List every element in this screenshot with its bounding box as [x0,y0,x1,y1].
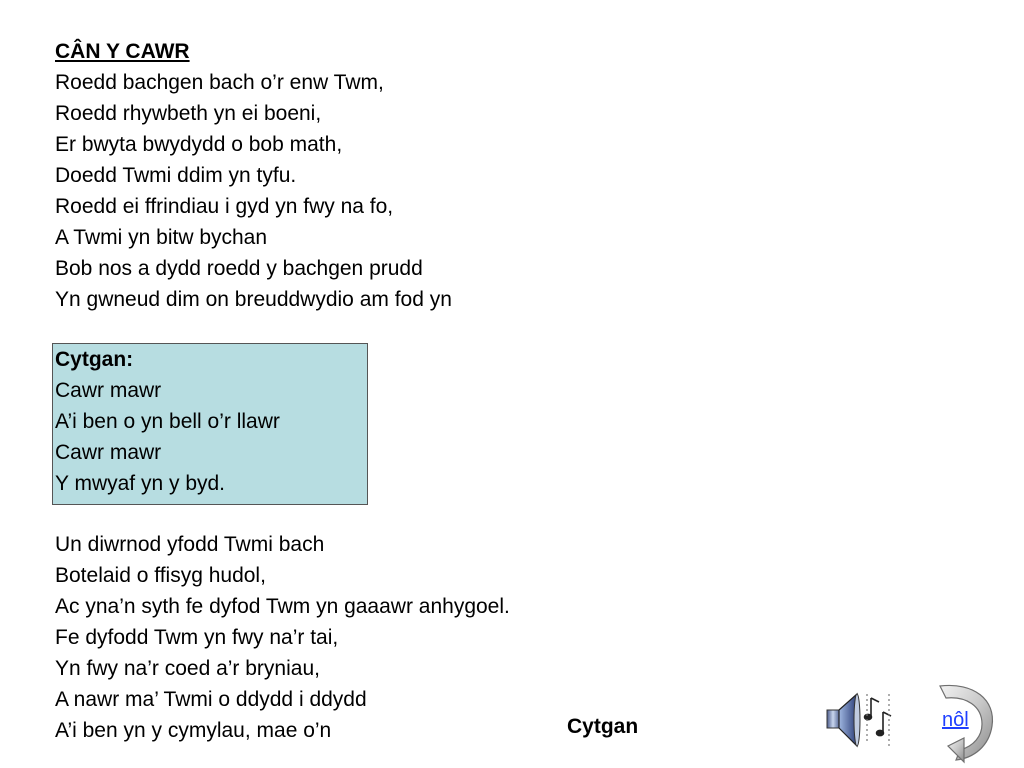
verse-2-line: Un diwrnod yfodd Twmi bach [55,533,325,556]
chorus-line: Y mwyaf yn y byd. [55,472,226,495]
chorus-line: Cawr mawr [55,379,162,402]
verse-2-line: A nawr ma’ Twmi o ddydd i ddydd [55,688,367,711]
song-title: CÂN Y CAWR [55,40,190,63]
verse-2-line: Botelaid o ffisyg hudol, [55,564,266,587]
verse-2-line: A’i ben yn y cymylau, mae o’n [55,719,332,742]
chorus-heading: Cytgan: [55,348,134,371]
verse-2-line: Ac yna’n syth fe dyfod Twm yn gaaawr anhygoel. [55,595,510,618]
audio-play-button[interactable] [823,690,895,750]
verse-1-line: A Twmi yn bitw bychan [55,226,268,249]
chorus-line: A’i ben o yn bell o’r llawr [55,410,280,433]
verse-1-line: Roedd ei ffrindiau i gyd yn fwy na fo, [55,195,394,218]
verse-1-line: Yn gwneud dim on breuddwydio am fod yn [55,288,452,311]
back-label[interactable]: nôl [942,709,969,731]
chorus-line: Cawr mawr [55,441,162,464]
verse-1-line: Bob nos a dydd roedd y bachgen prudd [55,257,423,280]
speaker-music-icon [823,690,895,750]
verse-2-line: Fe dyfodd Twm yn fwy na’r tai, [55,626,339,649]
verse-1-line: Roedd rhywbeth yn ei boeni, [55,102,322,125]
verse-1-line: Doedd Twmi ddim yn tyfu. [55,164,297,187]
verse-2-line: Yn fwy na’r coed a’r bryniau, [55,657,320,680]
verse-1-line: Roedd bachgen bach o’r enw Twm, [55,71,384,94]
verse-1-line: Er bwyta bwydydd o bob math, [55,133,343,156]
chorus-jump-link[interactable]: Cytgan [567,715,639,738]
